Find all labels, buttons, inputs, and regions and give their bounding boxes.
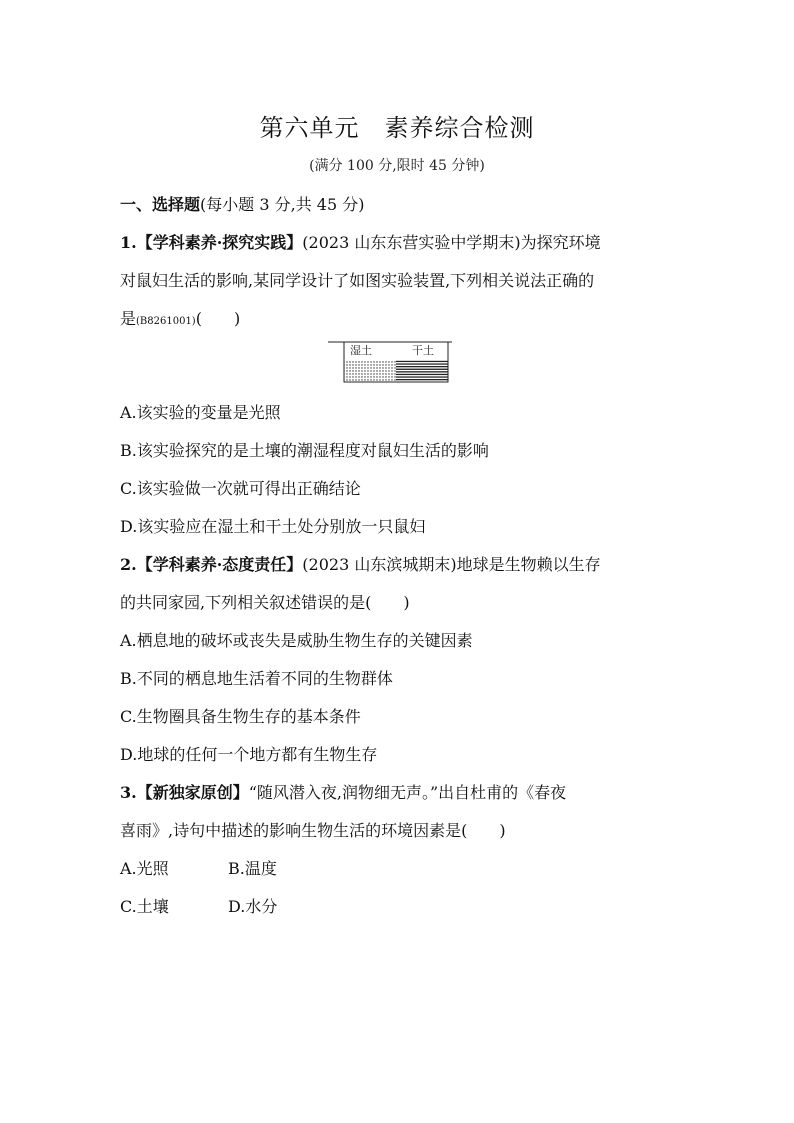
question-3-tag: 【新独家原创】 xyxy=(136,783,249,802)
question-1-tag: 【学科素养·探究实践】 xyxy=(136,233,303,252)
question-1-text-2: 对鼠妇生活的影响,某同学设计了如图实验装置,下列相关说法正确的 xyxy=(120,271,595,290)
question-1-line-1 xyxy=(120,230,680,268)
question-2-line-2 xyxy=(120,590,680,628)
question-3-blank: ( ) xyxy=(461,821,506,840)
question-1-option-a: A.该实验的变量是光照 xyxy=(120,403,281,422)
question-3-option-a: A.光照 xyxy=(120,859,169,878)
question-2-line-1 xyxy=(120,552,680,590)
question-3-text-1: “随风潜入夜,润物细无声。”出自杜甫的《春夜 xyxy=(248,783,567,802)
question-1-blank: ( ) xyxy=(195,309,241,328)
question-3-text-2: 喜雨》,诗句中描述的影响生物生活的环境因素是 xyxy=(120,821,462,840)
question-3-options-row-1 xyxy=(120,856,680,894)
question-3-line-2 xyxy=(120,818,680,856)
question-3-option-b: B.温度 xyxy=(228,859,277,878)
question-3-line-1 xyxy=(120,780,680,818)
question-content xyxy=(120,192,680,932)
question-3-option-d: D.水分 xyxy=(228,897,278,916)
question-2-option-d: D.地球的任何一个地方都有生物生存 xyxy=(120,745,378,764)
question-3-number: 3. xyxy=(120,783,137,802)
question-1-option-b: B.该实验探究的是土壤的潮湿程度对鼠妇生活的影响 xyxy=(120,441,489,460)
question-3-option-c: C.土壤 xyxy=(120,897,169,916)
question-1-option-c: C.该实验做一次就可得出正确结论 xyxy=(120,479,361,498)
page-title: 第六单元 素养综合检测 xyxy=(259,114,535,142)
question-1-line-2 xyxy=(120,268,680,306)
wet-soil-label: 湿土 xyxy=(350,344,372,357)
question-2-number: 2. xyxy=(120,555,137,574)
question-2-tag: 【学科素养·态度责任】 xyxy=(136,555,303,574)
section-heading-line xyxy=(120,192,680,230)
page-subtitle: (满分 100 分,限时 45 分钟) xyxy=(309,158,485,174)
question-1-text-3: 是 xyxy=(120,309,137,328)
section-note: (每小题 3 分,共 45 分) xyxy=(200,195,365,214)
wet-soil-area xyxy=(345,360,397,382)
question-1-text-1: (2023 山东东营实验中学期末)为探究环境 xyxy=(302,233,601,252)
dry-soil-area xyxy=(396,360,448,382)
question-1-line-3 xyxy=(120,306,680,344)
question-2-blank: ( ) xyxy=(365,593,410,612)
question-1-code: (B8261001) xyxy=(136,316,196,327)
question-2-option-a: A.栖息地的破坏或丧失是威胁生物生存的关键因素 xyxy=(120,631,473,650)
experiment-figure xyxy=(120,340,680,390)
question-1-option-d: D.该实验应在湿土和干土处分别放一只鼠妇 xyxy=(120,517,426,536)
question-2-option-b: B.不同的栖息地生活着不同的生物群体 xyxy=(120,669,393,688)
experiment-apparatus-diagram xyxy=(328,340,452,386)
question-3-options-row-2 xyxy=(120,894,680,932)
question-2-text-1: (2023 山东滨城期末)地球是生物赖以生存 xyxy=(302,555,601,574)
section-heading: 一、选择题 xyxy=(120,195,201,214)
question-1-number: 1. xyxy=(120,233,137,252)
dry-soil-label: 干土 xyxy=(412,344,434,357)
question-2-text-2: 的共同家园,下列相关叙述错误的是 xyxy=(120,593,366,612)
question-2-option-c: C.生物圈具备生物生存的基本条件 xyxy=(120,707,361,726)
